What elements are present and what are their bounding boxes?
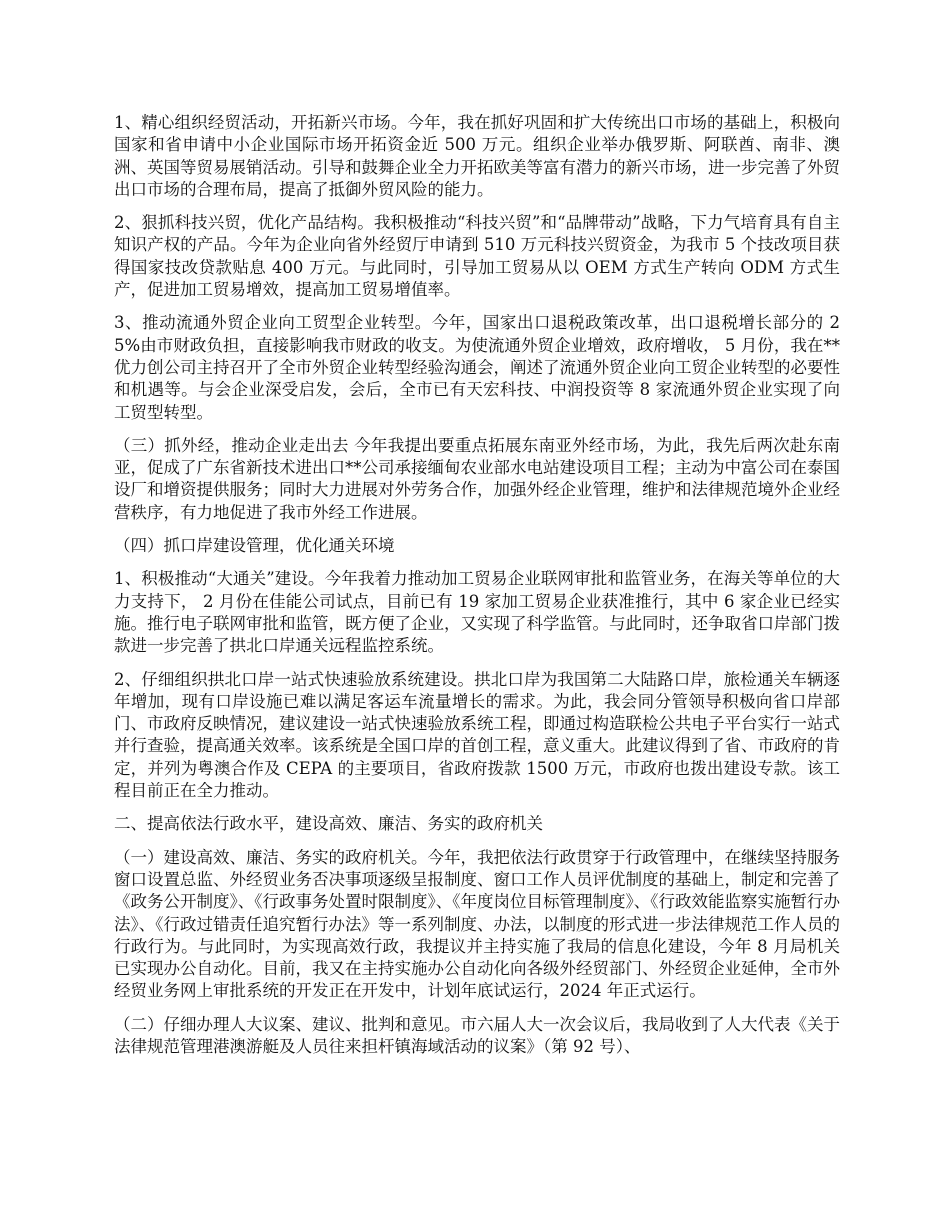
section-heading-lawful-administration: 二、提高依法行政水平，建设高效、廉洁、务实的政府机关	[114, 814, 543, 834]
paragraph-npc-proposals: （二）仔细办理人大议案、建议、批判和意见。市六届人大一次会议后，我局收到了人大代表《关于法律规范管理港澳游艇及人员往来担杆镇海域活动的议案》（第 92 号）、	[114, 1014, 840, 1056]
document-page	[114, 112, 840, 1069]
paragraph-enterprise-transformation: 3、推动流通外贸企业向工贸型企业转型。今年，国家出口退税政策改革，出口退税增长部分的 25%由市财政负担，直接影响我市财政的收支。为使流通外贸企业增效，政府增收， 5 月份，我在**优力创公司主持召开了全市外贸企业转型经验沟通会，阐述了流通外贸企业向工贸企业转型的必要性和机遇等。与会企业深受启发，会后，全市已有天宏科技、中润投资等 8 家流通外贸企业实现了向工贸型转型。	[114, 313, 840, 422]
paragraph-going-abroad: （三）抓外经，推动企业走出去 今年我提出要重点拓展东南亚外经市场，为此，我先后两次赴东南亚，促成了广东省新技术进出口**公司承接缅甸农业部水电站建设项目工程；主动为中富公司在泰国设厂和增资提供服务；同时大力进展对外劳务合作，加强外经企业管理，维护和法律规范境外企业经营秩序，有力地促进了我市外经工作进展。	[114, 435, 840, 522]
section-heading-port-construction: （四）抓口岸建设管理，优化通关环境	[114, 536, 395, 556]
paragraph-one-stop-inspection: 2、仔细组织拱北口岸一站式快速验放系统建设。拱北口岸为我国第二大陆路口岸，旅检通关车辆逐年增加，现有口岸设施已难以满足客运车流量增长的需求。为此，我会同分管领导积极向省口岸部门、市政府反映情况，建议建设一站式快速验放系统工程，即通过构造联检公共电子平台实行一站式并行查验，提高通关效率。该系统是全国口岸的首创工程，意义重大。此建议得到了省、市政府的肯定，并列为粤澳合作及 CEPA 的主要项目，省政府拨款 1500 万元，市政府也拨出建设专款。该工程目前正在全力推动。	[114, 669, 840, 801]
paragraph-customs-clearance: 1、积极推动“大通关”建设。今年我着力推动加工贸易企业联网审批和监管业务，在海关等单位的大力支持下， 2 月份在佳能公司试点，目前已有 19 家加工贸易企业获准推行，其中 6 家企业已经实施。推行电子联网审批和监管，既方便了企业，又实现了科学监管。与此同时，还争取省口岸部门拨款进一步完善了拱北口岸通关远程监控系统。	[114, 569, 840, 656]
paragraph-trade-activities: 1、精心组织经贸活动，开拓新兴市场。今年，我在抓好巩固和扩大传统出口市场的基础上，积极向国家和省申请中小企业国际市场开拓资金近 500 万元。组织企业举办俄罗斯、阿联酋、南非、澳洲、英国等贸易展销活动。引导和鼓舞企业全力开拓欧美等富有潜力的新兴市场，进一步完善了外贸出口市场的合理布局，提高了抵御外贸风险的能力。	[114, 113, 840, 199]
paragraph-tech-trade: 2、狠抓科技兴贸，优化产品结构。我积极推动“科技兴贸”和“品牌带动”战略，下力气培育具有自主知识产权的产品。今年为企业向省外经贸厅申请到 510 万元科技兴贸资金，为我市 5 个技改项目获得国家技改贷款贴息 400 万元。与此同时，引导加工贸易从以 OEM 方式生产转向 ODM 方式生产，促进加工贸易增效，提高加工贸易增值率。	[114, 213, 840, 300]
paragraph-efficient-government: （一）建设高效、廉洁、务实的政府机关。今年，我把依法行政贯穿于行政管理中，在继续坚持服务窗口设置总监、外经贸业务否决事项逐级呈报制度、窗口工作人员评优制度的基础上，制定和完善了《政务公开制度》、《行政事务处置时限制度》、《年度岗位目标管理制度》、《行政效能监察实施暂行办法》、《行政过错责任追究暂行办法》等一系列制度、办法，以制度的形式进一步法律规范工作人员的行政行为。与此同时，为实现高效行政，我提议并主持实施了我局的信息化建设，今年 8 月局机关已实现办公自动化。目前，我又在主持实施办公自动化向各级外经贸部门、外经贸企业延伸，全市外经贸业务网上审批系统的开发正在开发中，计划年底试运行，2024 年正式运行。	[114, 847, 840, 1001]
